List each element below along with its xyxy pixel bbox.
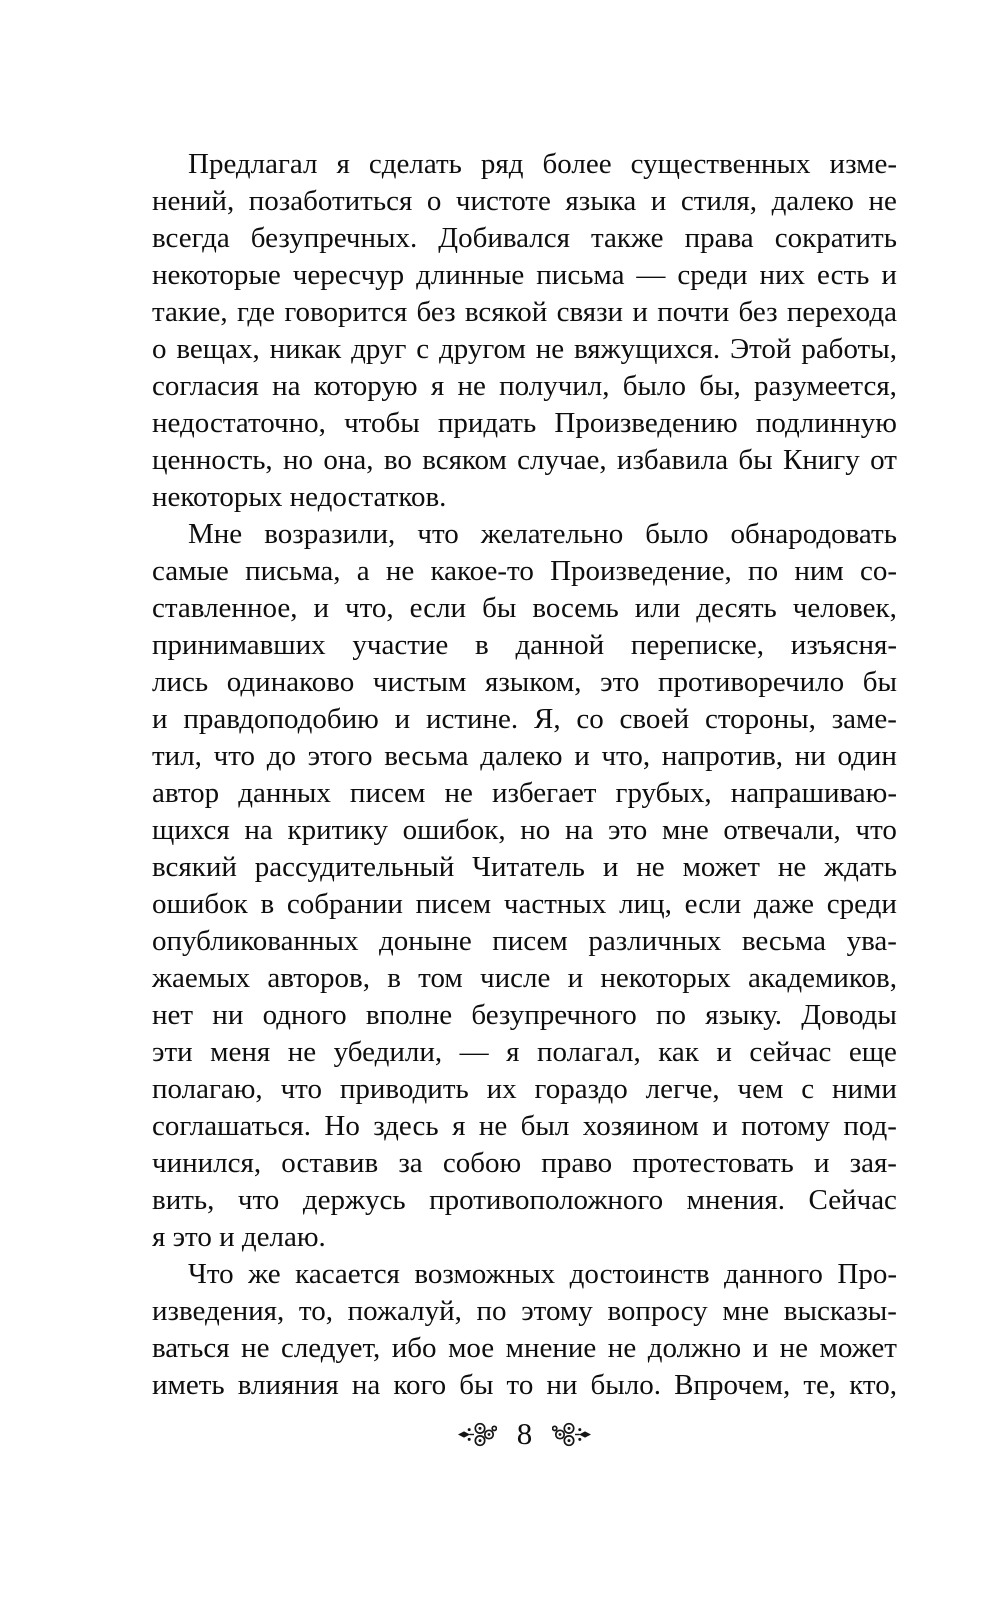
text-line: и правдоподобию и истине. Я, со своей стороны, заме- [152, 703, 897, 735]
text-line: самые письма, а не какое-то Произведение, по ним со- [152, 555, 897, 587]
text-line: всякий рассудительный Читатель и не может не ждать [152, 851, 897, 883]
text-line: Предлагал я сделать ряд более существенных изме- [188, 148, 897, 180]
text-line: некоторые чересчур длинные письма — среди них есть и [152, 259, 897, 291]
paragraph [152, 146, 897, 516]
text-line: нет ни одного вполне безупречного по языку. Доводы [152, 999, 897, 1031]
text-line: ставленное, и что, если бы восемь или десять человек, [152, 592, 897, 624]
text-line: Что же касается возможных достоинств данного Про- [188, 1258, 897, 1290]
text-line: эти меня не убедили, — я полагал, как и сейчас еще [152, 1036, 897, 1068]
text-line: ошибок в собрании писем частных лиц, если даже среди [152, 888, 897, 920]
paragraph [152, 1256, 897, 1404]
text-line: принимавших участие в данной переписке, изъясня- [152, 629, 897, 661]
text-line: вить, что держусь противоположного мнения. Сейчас [152, 1184, 897, 1216]
text-line: я это и делаю. [152, 1221, 326, 1253]
text-line: ваться не следует, ибо мое мнение не должно и не может [152, 1332, 897, 1364]
text-line: щихся на критику ошибок, но на это мне отвечали, что [152, 814, 897, 846]
text-line: автор данных писем не избегает грубых, напрашиваю- [152, 777, 897, 809]
text-line: всегда безупречных. Добивался также права сократить [152, 222, 897, 254]
text-line: согласия на которую я не получил, было бы, разумеется, [152, 370, 897, 402]
text-line: изведения, то, пожалуй, по этому вопросу мне высказы- [152, 1295, 897, 1327]
text-line: опубликованных доныне писем различных весьма ува- [152, 925, 897, 957]
fleuron-left-icon [457, 1421, 497, 1448]
text-line: чинился, оставив за собою право протестовать и зая- [152, 1147, 897, 1179]
text-line: соглашаться. Но здесь я не был хозяином и потому под- [152, 1110, 897, 1142]
text-line: жаемых авторов, в том числе и некоторых академиков, [152, 962, 897, 994]
paragraph [152, 516, 897, 1256]
text-line: лись одинаково чистым языком, это противоречило бы [152, 666, 897, 698]
text-line: недостаточно, чтобы придать Произведению подлинную [152, 407, 897, 439]
text-line: ценность, но она, во всяком случае, избавила бы Книгу от [152, 444, 897, 476]
page-number: 8 [516, 1416, 533, 1451]
text-line: тил, что до этого весьма далеко и что, напротив, ни один [152, 740, 897, 772]
page-body-text [152, 146, 897, 1404]
text-line: полагаю, что приводить их гораздо легче, чем с ними [152, 1073, 897, 1105]
text-line: Мне возразили, что желательно было обнародовать [188, 518, 897, 550]
page-footer [152, 1416, 897, 1451]
text-line: нений, позаботиться о чистоте языка и стиля, далеко не [152, 185, 897, 217]
text-line: некоторых недостатков. [152, 481, 447, 513]
text-line: иметь влияния на кого бы то ни было. Впрочем, те, кто, [152, 1369, 897, 1401]
text-line: о вещах, никак друг с другом не вяжущихся. Этой работы, [152, 333, 897, 365]
fleuron-right-icon [552, 1421, 592, 1448]
text-line: такие, где говорится без всякой связи и почти без перехода [152, 296, 897, 328]
